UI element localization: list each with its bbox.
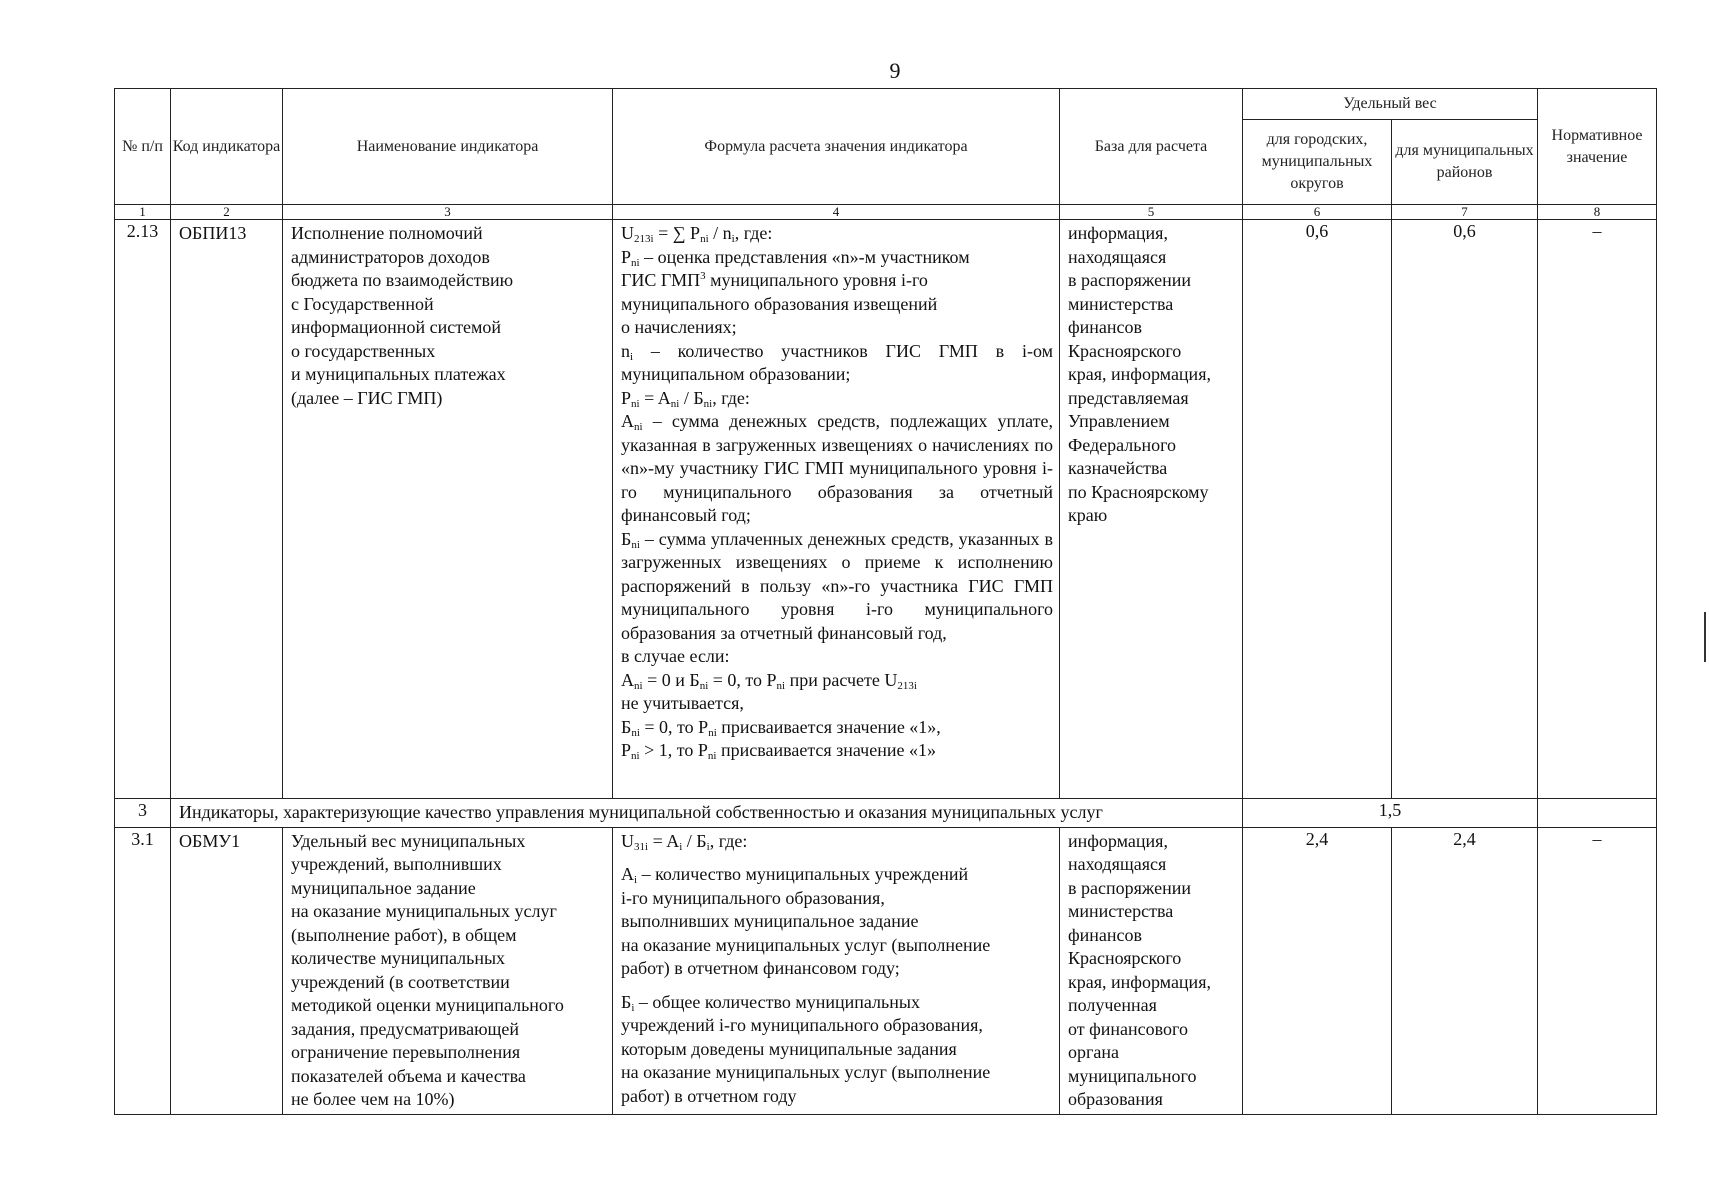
scan-edge-mark	[1704, 612, 1706, 662]
header-base: База для расчета	[1060, 89, 1243, 205]
page-number: 9	[889, 58, 901, 83]
col-number-2: 2	[171, 205, 283, 220]
row-31-base: информация, находящаяся в распоряжении министерства финансов Красноярского края, информация, полученная от финансового органа муниципального образования	[1060, 827, 1243, 1114]
row-31-normative: –	[1538, 827, 1657, 1114]
row-3-normative	[1538, 799, 1657, 828]
table-row	[115, 220, 1657, 799]
col-number-3: 3	[283, 205, 613, 220]
row-3-weight: 1,5	[1243, 799, 1538, 828]
col-number-5: 5	[1060, 205, 1243, 220]
header-normative: Нормативное значение	[1538, 89, 1657, 205]
row-31-weight-district: 2,4	[1392, 827, 1538, 1114]
row-213-formula: $U_{213i}$ = ∑ $P_{ni} / n_i$, где: $P_{ni}$ – оценка представления «n»-м участником ГИС ГМП$^3$ муниципального уровня i-го муниципального образования извещений о начислениях; $n_i$ – количество участников ГИС ГМП в i-ом муниципальном образовании; $P_{ni} = A_{ni} / Б_{ni}$, где: $A_{ni}$ – сумма денежных средств, подлежащих уплате, указанная в загруженных извещениях о начислениях по «n»-му участнику ГИС ГМП муниципального уровня i-го муниципального образования за отчетный финансовый год; $Б_{ni}$ – сумма уплаченных денежных средств, указанных в загруженных извещениях о приеме к исполнению распоряжений в пользу «n»-го участника ГИС ГМП муниципального уровня i-го муниципального образования за отчетный финансовый год, в случае если: $A_{ni} = 0$ и $Б_{ni} = 0$, то $P_{ni}$ при расчете $U_{213i}$ не учитывается, $Б_{ni} = 0$, то $P_{ni}$ присваивается значение «1», $P_{ni} > 1$, то $P_{ni}$ присваивается значение «1»	[613, 220, 1060, 799]
table-row	[115, 827, 1657, 1114]
indicators-table	[114, 88, 1657, 1115]
row-213-normative: –	[1538, 220, 1657, 799]
col-number-8: 8	[1538, 205, 1657, 220]
row-31-weight-urban: 2,4	[1243, 827, 1392, 1114]
row-31-no: 3.1	[115, 827, 171, 1114]
row-213-name: Исполнение полномочий администраторов доходов бюджета по взаимодействию с Государственной информационной системой о государственных и муниципальных платежах (далее – ГИС ГМП)	[283, 220, 613, 799]
row-31-formula: $U_{31i} = A_i / Б_i$, где: $A_i$ – количество муниципальных учреждений i-го муниципального образования, выполнивших муниципальное задание на оказание муниципальных услуг (выполнение работ) в отчетном финансовом году; $Б_i$ – общее количество муниципальных учреждений i-го муниципального образования, которым доведены муниципальные задания на оказание муниципальных услуг (выполнение работ) в отчетном году	[613, 827, 1060, 1114]
row-31-name: Удельный вес муниципальных учреждений, выполнивших муниципальное задание на оказание муниципальных услуг (выполнение работ), в общем количестве муниципальных учреждений (в соответствии методикой оценки муниципального задания, предусматривающей ограничение перевыполнения показателей объема и качества не более чем на 10%)	[283, 827, 613, 1114]
header-weight: Удельный вес	[1243, 89, 1538, 120]
header-weight-district: для муниципальных районов	[1392, 120, 1538, 205]
row-31-code: ОБМУ1	[171, 827, 283, 1114]
header-no: № п/п	[115, 89, 171, 205]
col-number-1: 1	[115, 205, 171, 220]
col-number-4: 4	[613, 205, 1060, 220]
table-row	[115, 799, 1657, 828]
row-213-weight-district: 0,6	[1392, 220, 1538, 799]
col-number-6: 6	[1243, 205, 1392, 220]
row-3-title: Индикаторы, характеризующие качество управления муниципальной собственностью и оказания муниципальных услуг	[171, 799, 1243, 828]
row-213-base: информация, находящаяся в распоряжении министерства финансов Красноярского края, информация, представляемая Управлением Федерального казначейства по Красноярскому краю	[1060, 220, 1243, 799]
header-name: Наименование индикатора	[283, 89, 613, 205]
header-code: Код индикатора	[171, 89, 283, 205]
row-3-no: 3	[115, 799, 171, 828]
col-number-7: 7	[1392, 205, 1538, 220]
row-213-no: 2.13	[115, 220, 171, 799]
header-formula: Формула расчета значения индикатора	[613, 89, 1060, 205]
row-213-code: ОБПИ13	[171, 220, 283, 799]
header-weight-urban: для городских, муниципальных округов	[1243, 120, 1392, 205]
row-213-weight-urban: 0,6	[1243, 220, 1392, 799]
